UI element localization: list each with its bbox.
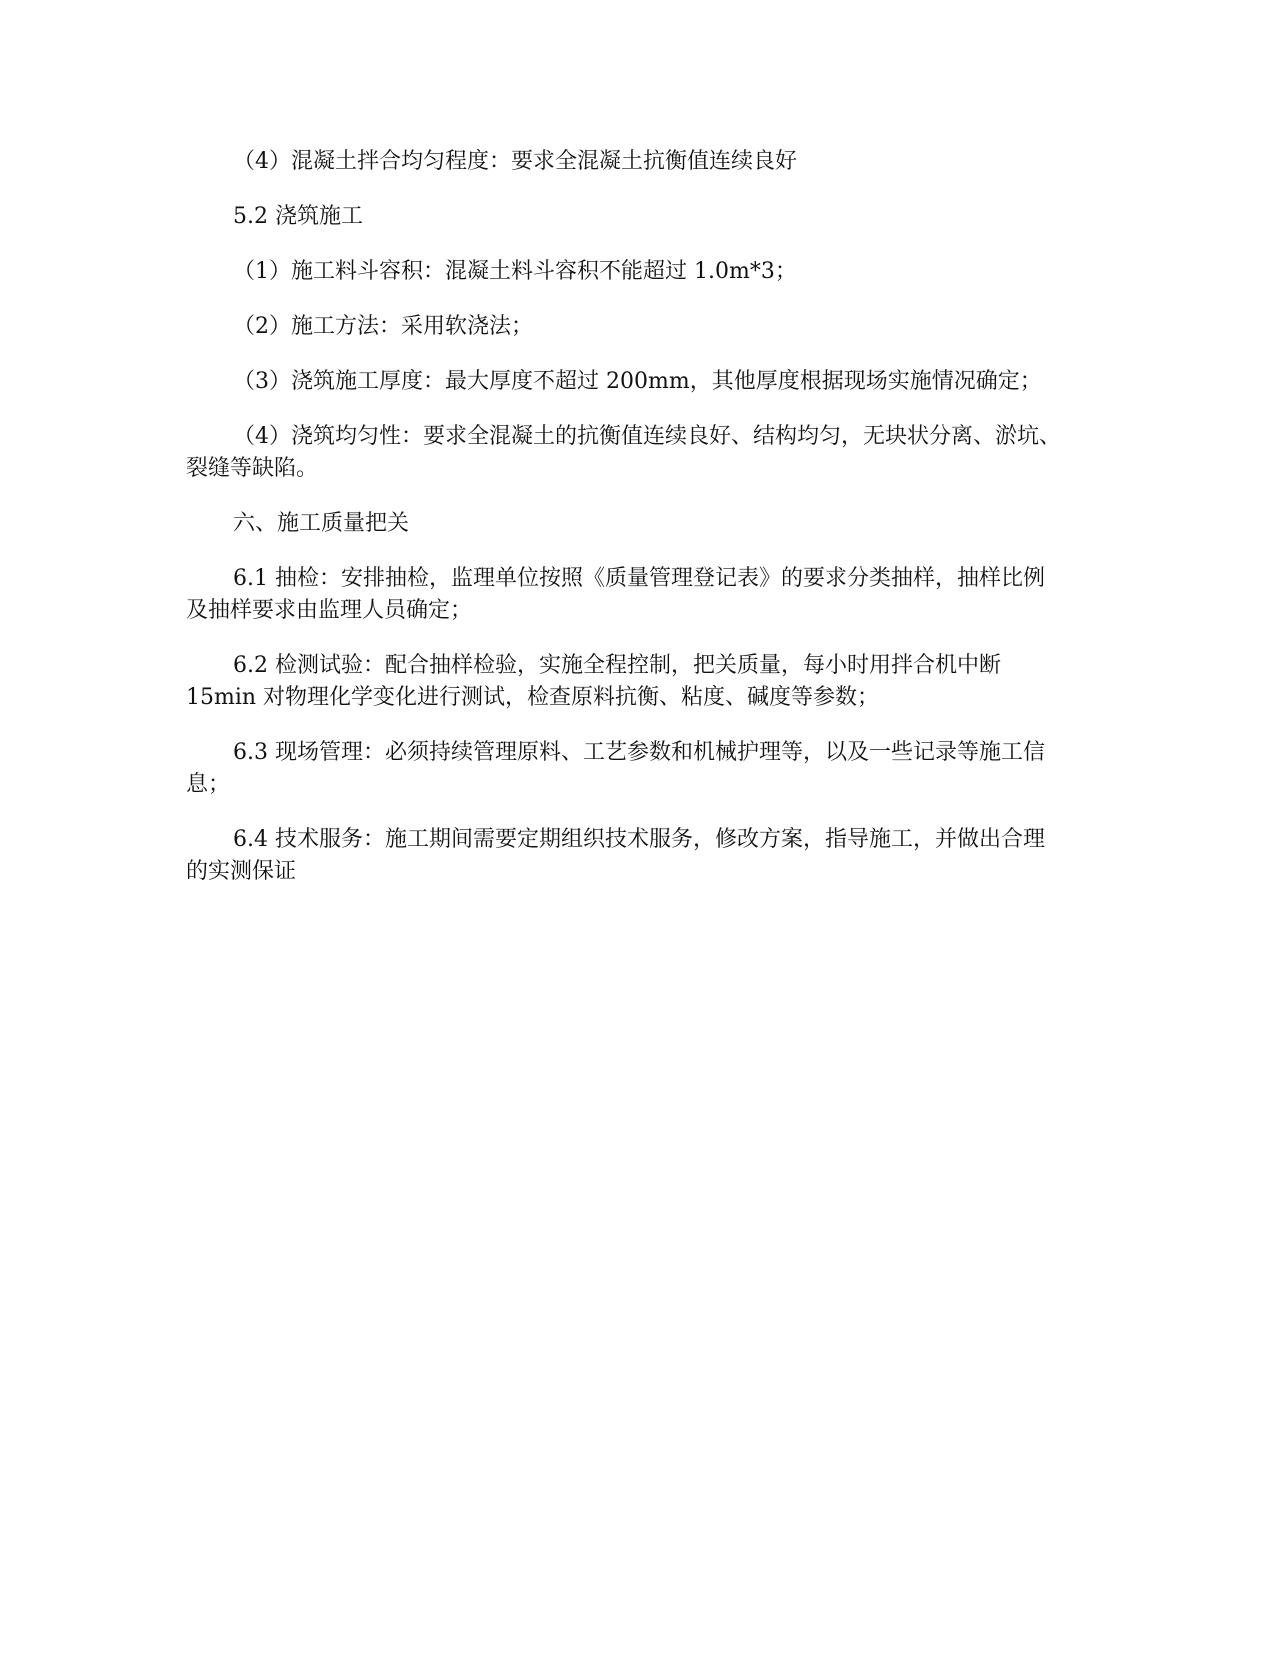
text-line: 六、施工质量把关: [233, 511, 410, 536]
text-line: 裂缝等缺陷。: [186, 456, 319, 481]
text-line: 5.2 浇筑施工: [233, 204, 363, 229]
paragraph-mixing-uniformity: [186, 146, 1086, 178]
paragraph-testing: [186, 650, 1086, 714]
paragraph-pouring-uniformity: [186, 421, 1086, 485]
text-line: （4）混凝土拌合均匀程度：要求全混凝土抗衡值连续良好: [233, 149, 797, 174]
text-line: （2）施工方法：采用软浇法；: [233, 314, 533, 339]
text-line: （1）施工料斗容积：混凝土料斗容积不能超过 1.0m*3；: [233, 259, 797, 284]
paragraph-pouring-thickness: [186, 366, 1086, 398]
text-line: 6.3 现场管理：必须持续管理原料、工艺参数和机械护理等，以及一些记录等施工信: [233, 740, 1045, 765]
paragraph-construction-method: [186, 311, 1086, 343]
text-line: 6.1 抽检：安排抽检，监理单位按照《质量管理登记表》的要求分类抽样，抽样比例: [233, 566, 1045, 591]
text-line: 息；: [186, 772, 231, 797]
paragraph-sampling: [186, 563, 1086, 627]
text-line: （4）浇筑均匀性：要求全混凝土的抗衡值连续良好、结构均匀，无块状分离、淤坑、: [233, 424, 1061, 449]
text-line: 及抽样要求由监理人员确定；: [186, 598, 473, 623]
paragraph-hopper-volume: [186, 256, 1086, 288]
text-line: 6.4 技术服务：施工期间需要定期组织技术服务，修改方案，指导施工，并做出合理: [233, 827, 1045, 852]
paragraph-site-management: [186, 737, 1086, 801]
text-line: 的实测保证: [186, 859, 297, 884]
text-line: 6.2 检测试验：配合抽样检验，实施全程控制，把关质量，每小时用拌合机中断: [233, 653, 1001, 678]
text-line: 15min 对物理化学变化进行测试，检查原料抗衡、粘度、碱度等参数；: [186, 685, 880, 710]
text-line: （3）浇筑施工厚度：最大厚度不超过 200mm，其他厚度根据现场实施情况确定；: [233, 369, 1042, 394]
paragraph-technical-service: [186, 824, 1086, 888]
section-heading-quality-control: [186, 508, 1086, 540]
document-body: [186, 146, 1086, 911]
section-heading-pouring: [186, 201, 1086, 233]
